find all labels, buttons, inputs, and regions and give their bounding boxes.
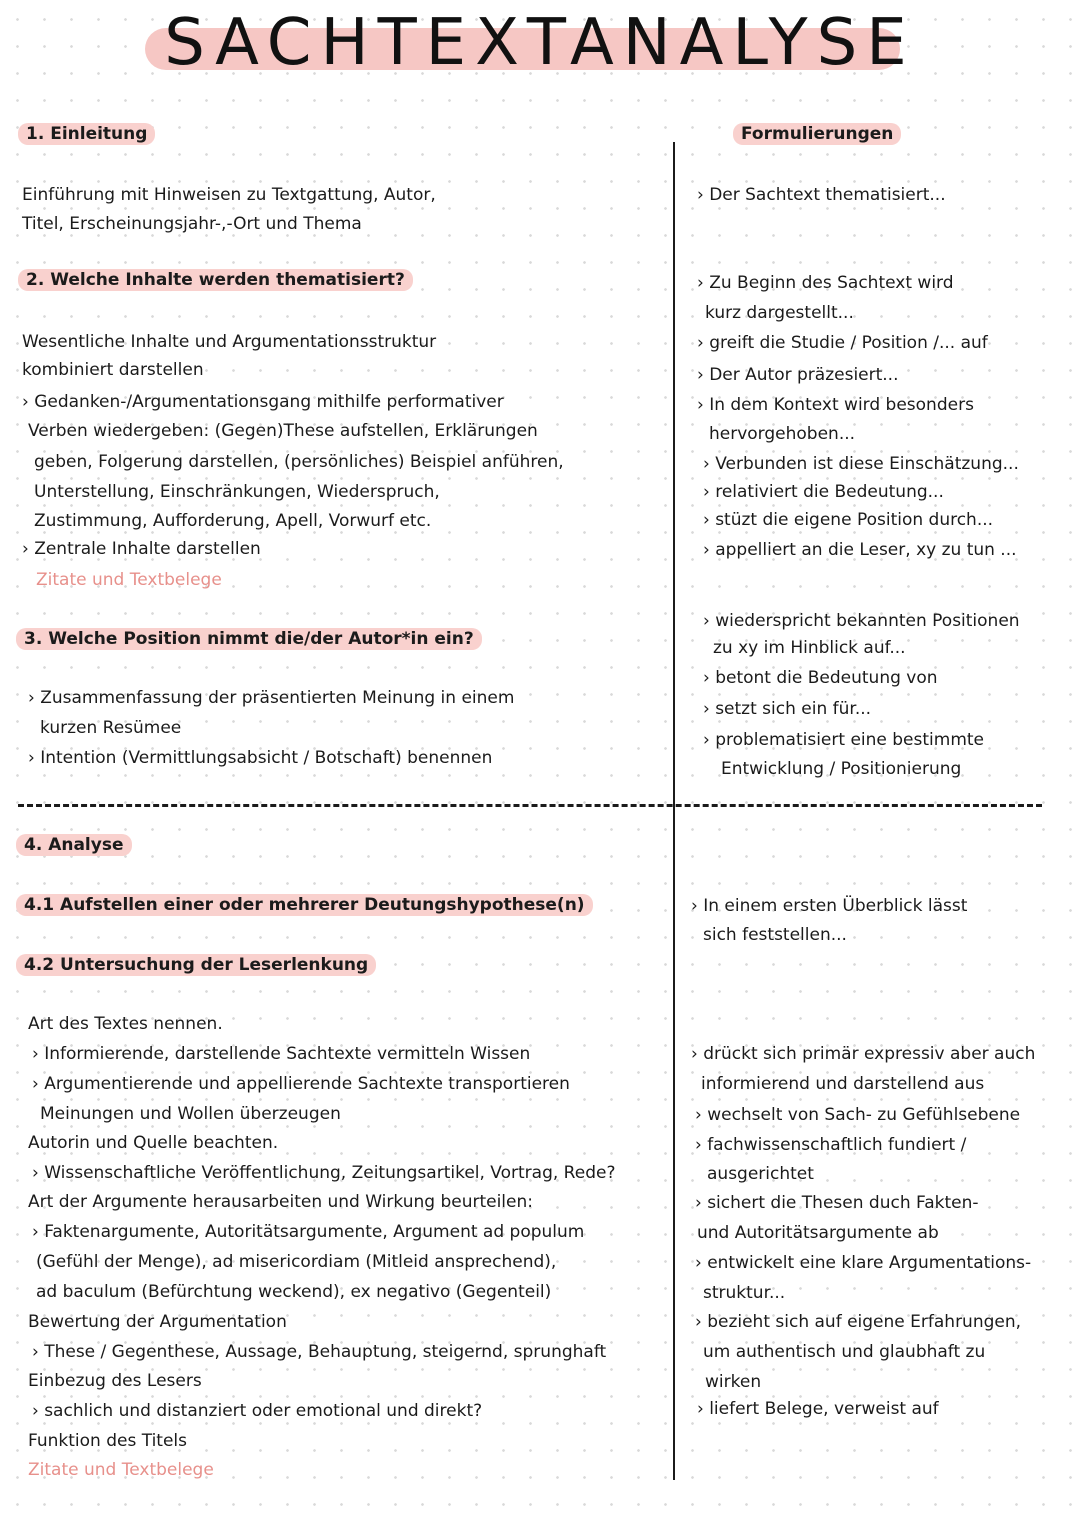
formulierung-10: › stüzt die eigene Position durch... — [703, 510, 994, 530]
analyse-line-4: Meinungen und Wollen überzeugen — [40, 1104, 341, 1124]
formulierung-7: hervorgehoben... — [709, 424, 856, 444]
formulierung-16: › problematisiert eine bestimmte — [703, 730, 985, 750]
inhalte-line-1: Wesentliche Inhalte und Argumentationsstruktur — [22, 332, 437, 352]
inhalte-line-4: Verben wiedergeben: (Gegen)These aufstellen, Erklärungen — [28, 421, 538, 441]
analyse-line-15: Funktion des Titels — [28, 1431, 188, 1451]
analyse-line-14: › sachlich und distanziert oder emotional und direkt? — [32, 1401, 483, 1421]
column-divider-bottom — [673, 480, 675, 1480]
inhalte-line-2: kombiniert darstellen — [22, 360, 204, 380]
formulierung-20: › drückt sich primär expressiv aber auch — [691, 1044, 1036, 1064]
formulierung-5: › Der Autor präzesiert... — [697, 365, 899, 385]
formulierung-25: › sichert die Thesen duch Fakten- — [695, 1193, 979, 1213]
page-title: SACHTEXTANALYSE — [164, 6, 916, 80]
heading-leserlenkung: 4.2 Untersuchung der Leserlenkung — [16, 954, 376, 976]
formulierung-17: Entwicklung / Positionierung — [721, 759, 962, 779]
formulierung-8: › Verbunden ist diese Einschätzung... — [703, 454, 1019, 474]
analyse-line-5: Autorin und Quelle beachten. — [28, 1133, 279, 1153]
formulierung-24: ausgerichtet — [707, 1164, 814, 1184]
heading-analyse: 4. Analyse — [16, 834, 132, 856]
position-line-1: › Zusammenfassung der präsentierten Meinung in einem — [28, 688, 515, 708]
position-line-2: kurzen Resümee — [40, 718, 182, 738]
heading-formulierungen: Formulierungen — [733, 123, 901, 145]
analyse-line-11: Bewertung der Argumentation — [28, 1312, 287, 1332]
analyse-line-12: › These / Gegenthese, Aussage, Behauptung, steigernd, sprunghaft — [32, 1342, 607, 1362]
einleitung-line-1: Einführung mit Hinweisen zu Textgattung, Autor, — [22, 185, 436, 205]
formulierung-12: › wiederspricht bekannten Positionen — [703, 611, 1020, 631]
analyse-line-1: Art des Textes nennen. — [28, 1014, 223, 1034]
heading-deutungshypothese: 4.1 Aufstellen einer oder mehrerer Deutungshypothese(n) — [16, 894, 593, 916]
analyse-line-2: › Informierende, darstellende Sachtexte vermitteln Wissen — [32, 1044, 531, 1064]
inhalte-line-7: Zustimmung, Aufforderung, Apell, Vorwurf etc. — [34, 511, 432, 531]
formulierung-22: › wechselt von Sach- zu Gefühlsebene — [695, 1105, 1021, 1125]
analyse-line-3: › Argumentierende und appellierende Sachtexte transportieren — [32, 1074, 570, 1094]
inhalte-line-8: › Zentrale Inhalte darstellen — [22, 539, 261, 559]
formulierung-14: › betont die Bedeutung von — [703, 668, 938, 688]
inhalte-zitate: Zitate und Textbelege — [36, 570, 222, 590]
formulierung-30: um authentisch und glaubhaft zu — [703, 1342, 986, 1362]
section-divider — [18, 804, 1042, 807]
formulierung-3: kurz dargestellt... — [705, 303, 854, 323]
formulierung-18: › In einem ersten Überblick lässt — [691, 896, 968, 916]
formulierung-4: › greift die Studie / Position /... auf — [697, 333, 988, 353]
heading-inhalte: 2. Welche Inhalte werden thematisiert? — [18, 269, 413, 291]
analyse-zitate: Zitate und Textbelege — [28, 1460, 214, 1480]
column-divider-top — [673, 142, 675, 480]
formulierung-9: › relativiert die Bedeutung... — [703, 482, 944, 502]
formulierung-6: › In dem Kontext wird besonders — [697, 395, 974, 415]
position-line-3: › Intention (Vermittlungsabsicht / Botschaft) benennen — [28, 748, 493, 768]
formulierung-1: › Der Sachtext thematisiert... — [697, 185, 946, 205]
formulierung-31: wirken — [705, 1372, 762, 1392]
formulierung-2: › Zu Beginn des Sachtext wird — [697, 273, 954, 293]
formulierung-23: › fachwissenschaftlich fundiert / — [695, 1135, 967, 1155]
formulierung-26: und Autoritätsargumente ab — [697, 1223, 939, 1243]
formulierung-21: informierend und darstellend aus — [701, 1074, 985, 1094]
formulierung-15: › setzt sich ein für... — [703, 699, 872, 719]
analyse-line-6: › Wissenschaftliche Veröffentlichung, Zeitungsartikel, Vortrag, Rede? — [32, 1163, 616, 1183]
formulierung-19: sich feststellen... — [703, 925, 847, 945]
inhalte-line-6: Unterstellung, Einschränkungen, Wiederspruch, — [34, 482, 440, 502]
inhalte-line-5: geben, Folgerung darstellen, (persönliches) Beispiel anführen, — [34, 452, 564, 472]
inhalte-line-3: › Gedanken-/Argumentationsgang mithilfe performativer — [22, 392, 504, 412]
formulierung-32: › liefert Belege, verweist auf — [697, 1399, 939, 1419]
heading-einleitung: 1. Einleitung — [18, 123, 155, 145]
formulierung-11: › appelliert an die Leser, xy zu tun ... — [703, 540, 1017, 560]
analyse-line-7: Art der Argumente herausarbeiten und Wirkung beurteilen: — [28, 1192, 533, 1212]
formulierung-28: struktur... — [703, 1283, 786, 1303]
formulierung-13: zu xy im Hinblick auf... — [713, 638, 906, 658]
analyse-line-13: Einbezug des Lesers — [28, 1371, 202, 1391]
analyse-line-8: › Faktenargumente, Autoritätsargumente, Argument ad populum — [32, 1222, 585, 1242]
analyse-line-9: (Gefühl der Menge), ad misericordiam (Mitleid ansprechend), — [36, 1252, 557, 1272]
heading-position: 3. Welche Position nimmt die/der Autor*in ein? — [16, 628, 482, 650]
analyse-line-10: ad baculum (Befürchtung weckend), ex negativo (Gegenteil) — [36, 1282, 552, 1302]
formulierung-27: › entwickelt eine klare Argumentations- — [695, 1253, 1032, 1273]
formulierung-29: › bezieht sich auf eigene Erfahrungen, — [695, 1312, 1022, 1332]
einleitung-line-2: Titel, Erscheinungsjahr-,-Ort und Thema — [22, 214, 362, 234]
